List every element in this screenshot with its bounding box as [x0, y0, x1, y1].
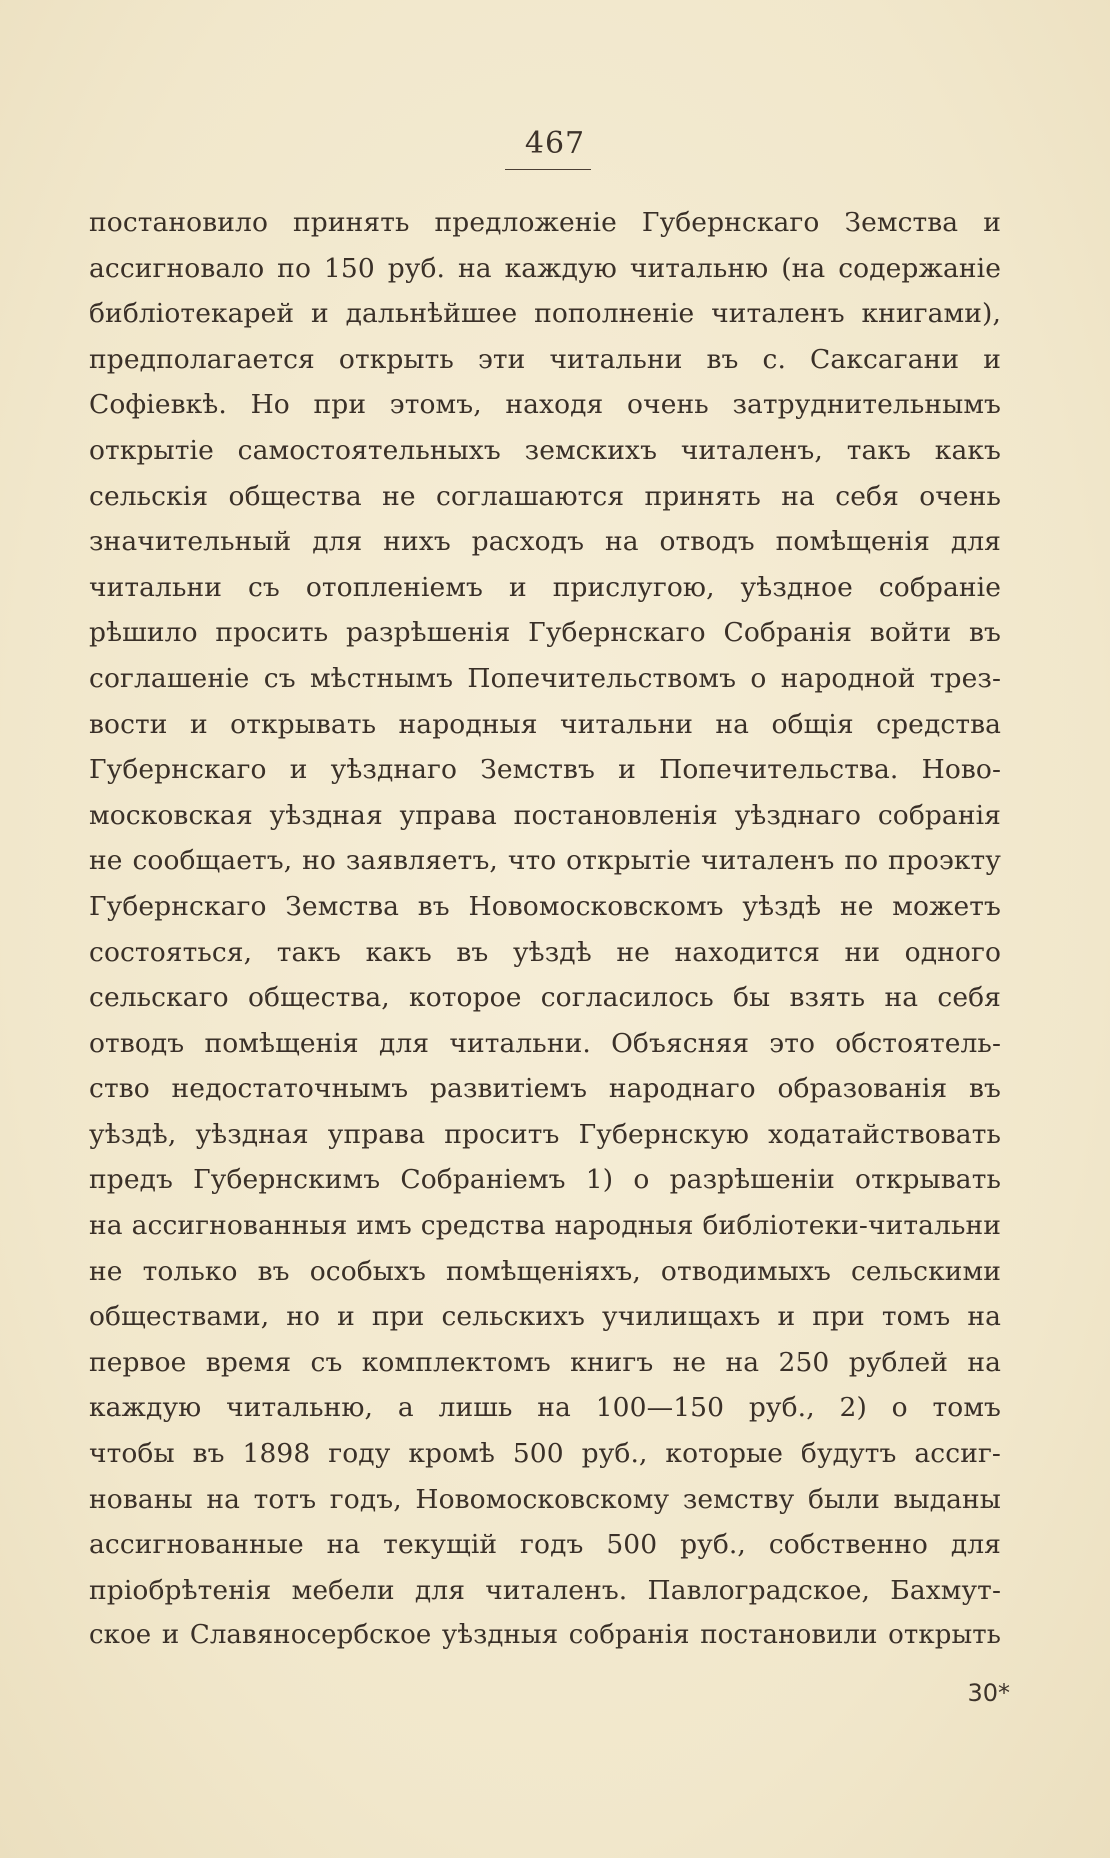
text-line: открытіе самостоятельныхъ земскихъ читаленъ, такъ какъ	[89, 434, 1001, 466]
text-line: предполагается открыть эти читальни въ с. Саксагани и	[89, 343, 1001, 375]
text-line: уѣздѣ, уѣздная управа проситъ Губернскую ходатайствовать	[89, 1118, 1001, 1150]
text-line: ассигнованные на текущій годъ 500 руб., собственно для	[89, 1529, 1001, 1561]
text-line: соглашеніе съ мѣстнымъ Попечительствомъ о народной трез-	[89, 662, 1001, 694]
text-line: значительный для нихъ расходъ на отводъ помѣщенія для	[89, 526, 1001, 558]
text-line: сельскія общества не соглашаются принять на себя очень	[89, 480, 1001, 512]
body-text	[89, 200, 1001, 1659]
text-line: рѣшило просить разрѣшенія Губернскаго Собранія войти въ	[89, 617, 1001, 649]
text-line: отводъ помѣщенія для читальни. Объясняя это обстоятель-	[89, 1027, 1001, 1059]
text-line: московская уѣздная управа постановленія уѣзднаго собранія	[89, 799, 1001, 831]
signature-mark: 30*	[967, 1679, 1010, 1707]
text-line: Софіевкѣ. Но при этомъ, находя очень затруднительнымъ	[89, 389, 1001, 421]
text-line: ство недостаточнымъ развитіемъ народнаго образованія въ	[89, 1073, 1001, 1105]
text-line: первое время съ комплектомъ книгъ не на 250 рублей на	[89, 1346, 1001, 1378]
text-line: на ассигнованныя имъ средства народныя библіотеки-читальни	[89, 1210, 1001, 1242]
text-line: вости и открывать народныя читальни на общія средства	[89, 708, 1001, 740]
text-line: обществами, но и при сельскихъ училищахъ и при томъ на	[89, 1301, 1001, 1333]
header-rule	[505, 169, 591, 170]
text-line: ассигновало по 150 руб. на каждую читальню (на содержаніе	[89, 252, 1001, 284]
text-line: не только въ особыхъ помѣщеніяхъ, отводимыхъ сельскими	[89, 1255, 1001, 1287]
text-line: читальни съ отопленіемъ и прислугою, уѣздное собраніе	[89, 571, 1001, 603]
text-line: Губернскаго и уѣзднаго Земствъ и Попечительства. Ново-	[89, 754, 1001, 786]
text-line: каждую читальню, а лишь на 100—150 руб., 2) о томъ	[89, 1392, 1001, 1424]
text-line: ское и Славяносербское уѣздныя собранія постановили открыть	[89, 1620, 1001, 1651]
text-line: постановило принять предложеніе Губернскаго Земства и	[89, 207, 1001, 238]
text-line: чтобы въ 1898 году кромѣ 500 руб., которые будутъ ассиг-	[89, 1438, 1001, 1470]
page-number: 467	[524, 126, 586, 161]
text-line: сельскаго общества, которое согласилось бы взять на себя	[89, 982, 1001, 1014]
text-line: нованы на тотъ годъ, Новомосковскому земству были выданы	[89, 1483, 1001, 1515]
text-line: библіотекарей и дальнѣйшее пополненіе читаленъ книгами),	[89, 298, 1001, 330]
text-line: Губернскаго Земства въ Новомосковскомъ уѣздѣ не можетъ	[89, 890, 1001, 922]
text-line: пріобрѣтенія мебели для читаленъ. Павлоградское, Бахмут-	[89, 1574, 1001, 1606]
text-line: состояться, такъ какъ въ уѣздѣ не находится ни одного	[89, 936, 1001, 968]
text-line: предъ Губернскимъ Собраніемъ 1) о разрѣшеніи открывать	[89, 1164, 1001, 1196]
text-line: не сообщаетъ, но заявляетъ, что открытіе читаленъ по проэкту	[89, 845, 1001, 877]
